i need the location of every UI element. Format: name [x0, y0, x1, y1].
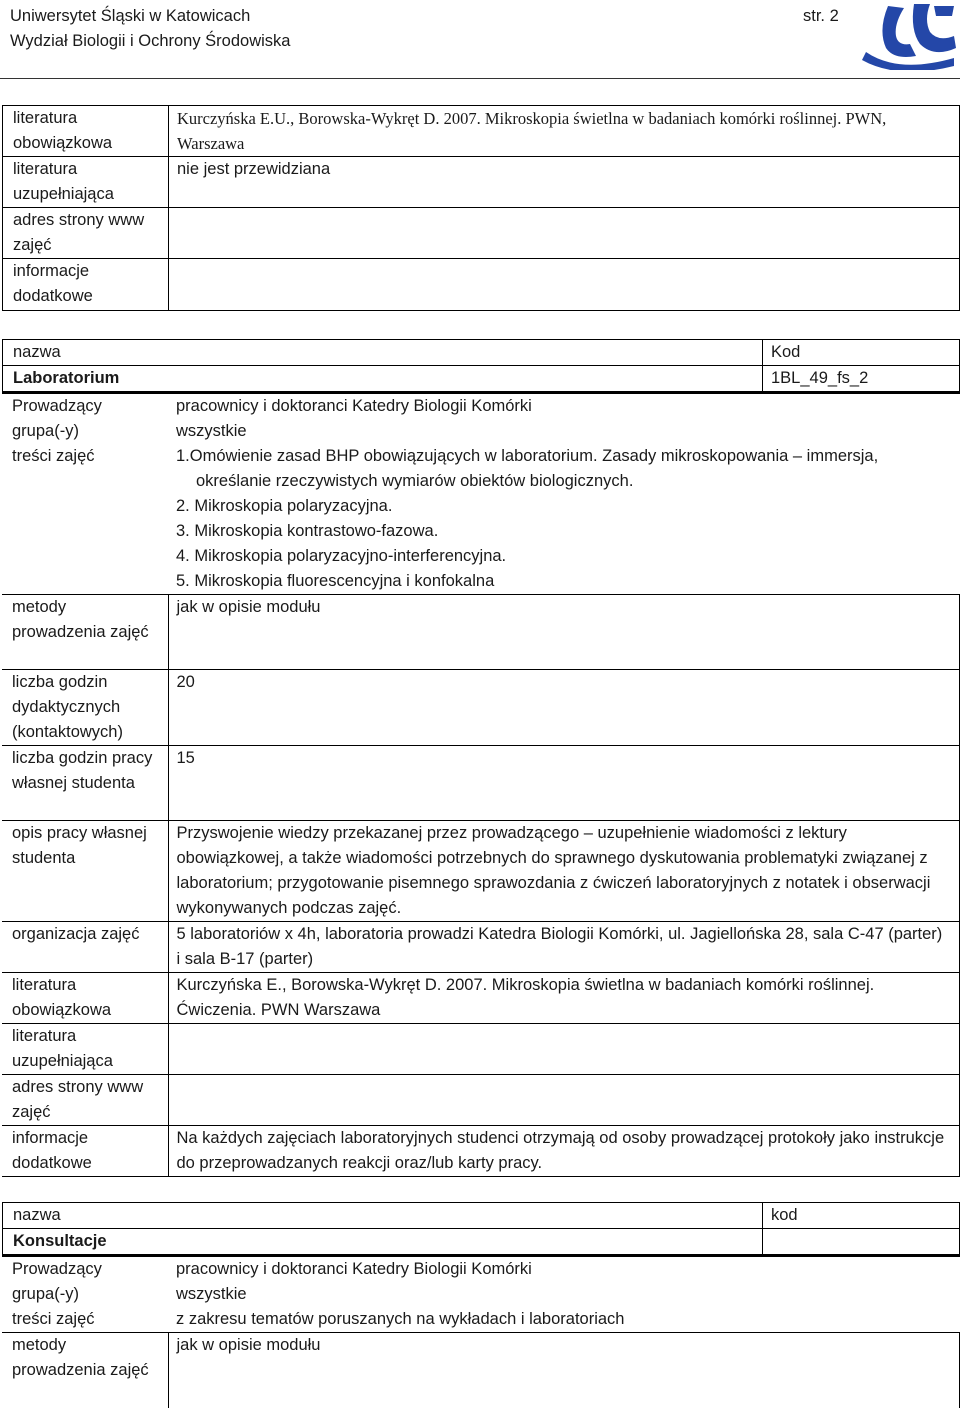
content-value: z zakresu tematów poruszanych na wykładach i laboratoriach — [176, 1310, 625, 1328]
page-number: str. 2 — [803, 7, 839, 25]
table-row — [3, 259, 960, 311]
row-value: Kurczyńska E.U., Borowska-Wykręt D. 2007. Mikroskopia świetlna w badaniach komórki roślinnej. PWN, Warszawa — [169, 106, 960, 157]
module-name: Konsultacje — [3, 1229, 763, 1256]
table-row — [2, 1075, 959, 1126]
table-row — [2, 444, 959, 595]
code-label: Kod — [763, 340, 960, 366]
group-label: grupa(-y) — [12, 422, 79, 440]
table-row — [2, 419, 959, 444]
lit-required-label: literatura obowiązkowa — [2, 973, 168, 1024]
methods-label: metody prowadzenia zajęć — [2, 1333, 168, 1408]
previous-module-table — [2, 105, 960, 311]
table-row — [2, 973, 959, 1024]
table-row — [2, 670, 959, 746]
table-row — [2, 595, 959, 670]
lecturer-value: pracownicy i doktoranci Katedry Biologii Komórki — [176, 1260, 532, 1278]
info-value: Na każdych zajęciach laboratoryjnych studenci otrzymają od osoby prowadzącej protokoły jako instrukcje do przeprowadzanych reakcji oraz/lub karty pracy. — [168, 1126, 959, 1177]
page-header — [0, 0, 960, 82]
faculty-name: Wydział Biologii i Ochrony Środowiska — [10, 32, 291, 50]
list-item: 4. Mikroskopia polaryzacyjno-interferencyjna. — [176, 547, 507, 565]
module-code: 1BL_49_fs_2 — [763, 366, 960, 393]
table-row — [3, 157, 960, 208]
list-item: 5. Mikroskopia fluorescencyjna i konfokalna — [176, 572, 495, 590]
row-label: literatura obowiązkowa — [3, 106, 169, 157]
table-row — [2, 1333, 959, 1408]
header-divider — [0, 78, 960, 79]
self-work-value: Przyswojenie wiedzy przekazanej przez prowadzącego – uzupełnienie wiadomości z lektury obowiązkowej, a także wiadomości potrzebnych do sprawnego dyskutowania problematyki związanej z laboratorium; przygotowanie pisemnego sprawozdania z ćwiczeń laboratoryjnych z notatek i obserwacji wykonywanych podczas zajęć. — [168, 821, 959, 922]
methods-value: jak w opisie modułu — [168, 1333, 959, 1408]
methods-value: jak w opisie modułu — [168, 595, 959, 670]
group-label: grupa(-y) — [12, 1285, 79, 1303]
table-row — [2, 1307, 959, 1333]
list-item: określanie rzeczywistych wymiarów obiektów biologicznych. — [196, 472, 634, 490]
table-row — [2, 1126, 959, 1177]
www-value — [168, 1075, 959, 1126]
row-value: nie jest przewidziana — [169, 157, 960, 208]
lab-name-table — [2, 339, 960, 394]
lecturer-label: Prowadzący — [12, 1260, 102, 1278]
name-label: nazwa — [3, 1203, 763, 1229]
row-value — [169, 259, 960, 311]
list-item: 2. Mikroskopia polaryzacyjna. — [176, 497, 393, 515]
row-label: adres strony www zajęć — [3, 208, 169, 259]
self-hours-label: liczba godzin pracy własnej studenta — [2, 746, 168, 821]
lit-supplementary-value — [168, 1024, 959, 1075]
table-row — [2, 1024, 959, 1075]
module-name: Laboratorium — [3, 366, 763, 393]
table-row — [2, 821, 959, 922]
lit-required-value: Kurczyńska E., Borowska-Wykręt D. 2007. Mikroskopia świetlna w badaniach komórki roślinnej. Ćwiczenia. PWN Warszawa — [168, 973, 959, 1024]
row-label: literatura uzupełniająca — [3, 157, 169, 208]
university-logo — [858, 0, 958, 70]
name-label: nazwa — [3, 340, 763, 366]
content-list — [168, 444, 959, 595]
table-row — [3, 208, 960, 259]
list-item: 3. Mikroskopia kontrastowo-fazowa. — [176, 522, 439, 540]
module-code — [763, 1229, 960, 1256]
organization-label: organizacja zajęć — [2, 922, 168, 973]
content-label: treści zajęć — [12, 1310, 95, 1328]
table-row — [2, 922, 959, 973]
consult-name-table — [2, 1202, 960, 1257]
table-row — [3, 106, 960, 157]
table-row — [2, 1282, 959, 1307]
group-value: wszystkie — [176, 1285, 247, 1303]
content-label: treści zajęć — [12, 447, 95, 465]
lecturer-value: pracownicy i doktoranci Katedry Biologii Komórki — [176, 397, 532, 415]
www-label: adres strony www zajęć — [2, 1075, 168, 1126]
group-value: wszystkie — [176, 422, 247, 440]
self-hours-value: 15 — [168, 746, 959, 821]
info-label: informacje dodatkowe — [2, 1126, 168, 1177]
contact-hours-value: 20 — [168, 670, 959, 746]
contact-hours-label: liczba godzin dydaktycznych (kontaktowych) — [2, 670, 168, 746]
row-label: informacje dodatkowe — [3, 259, 169, 311]
consult-details-table — [2, 1257, 960, 1408]
table-row — [2, 1257, 959, 1282]
self-work-label: opis pracy własnej studenta — [2, 821, 168, 922]
table-row — [2, 746, 959, 821]
row-value — [169, 208, 960, 259]
lecturer-label: Prowadzący — [12, 397, 102, 415]
lab-details-table — [2, 394, 960, 1177]
code-label: kod — [763, 1203, 960, 1229]
university-name: Uniwersytet Śląski w Katowicach — [10, 7, 251, 25]
list-item: 1.Omówienie zasad BHP obowiązujących w laboratorium. Zasady mikroskopowania – immersja, — [176, 447, 879, 465]
organization-value: 5 laboratoriów x 4h, laboratoria prowadzi Katedra Biologii Komórki, ul. Jagiellońska 28, sala C-47 (parter) i sala B-17 (parter) — [168, 922, 959, 973]
lit-supplementary-label: literatura uzupełniająca — [2, 1024, 168, 1075]
table-row — [2, 394, 959, 419]
methods-label: metody prowadzenia zajęć — [2, 595, 168, 670]
